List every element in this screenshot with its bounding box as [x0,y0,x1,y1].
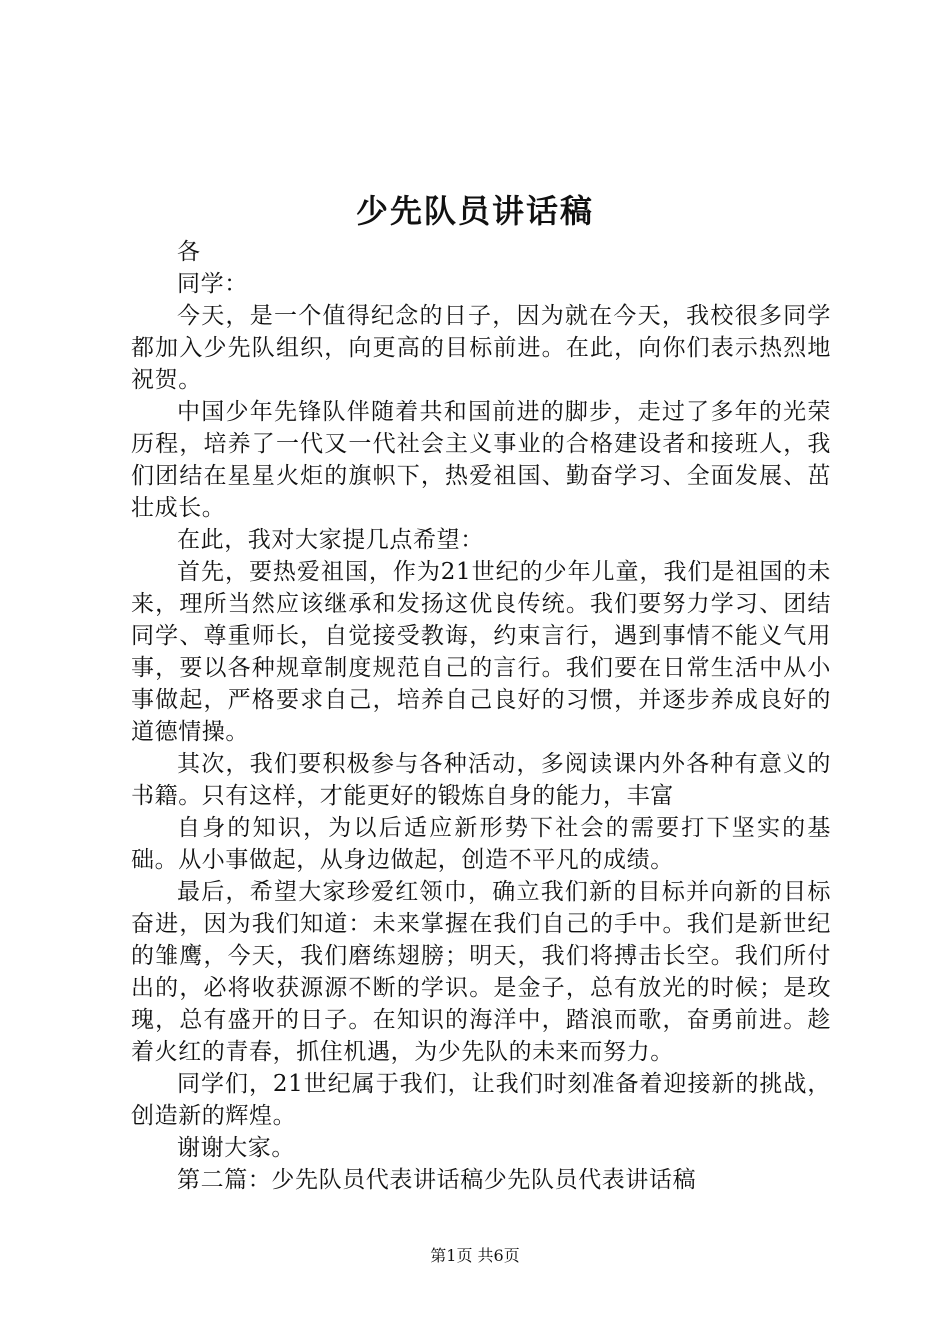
page-number-footer: 第1页 共6页 [430,1246,520,1265]
paragraph: 在此，我对大家提几点希望： [177,527,484,553]
paragraph: 同学们，21世纪属于我们，让我们时刻准备着迎接新的挑战，创造新的辉煌。 [131,1071,831,1129]
paragraph: 其次，我们要积极参与各种活动，多阅读课内外各种有意义的书籍。只有这样，才能更好的锻炼自身的能力，丰富 [131,751,831,809]
paragraph: 今天，是一个值得纪念的日子，因为就在今天，我校很多同学都加入少先队组织，向更高的目标前进。在此，向你们表示热烈地祝贺。 [131,303,831,393]
next-section-heading: 第二篇：少先队员代表讲话稿少先队员代表讲话稿 [177,1167,697,1193]
closing-line: 谢谢大家。 [177,1135,295,1161]
paragraph: 中国少年先锋队伴随着共和国前进的脚步，走过了多年的光荣历程，培养了一代又一代社会主义事业的合格建设者和接班人，我们团结在星星火炬的旗帜下，热爱祖国、勤奋学习、全面发展、茁壮成长。 [131,399,831,521]
document-body [131,236,831,1196]
document-title: 少先队员讲话稿 [355,192,594,230]
paragraph: 最后，希望大家珍爱红领巾，确立我们新的目标并向新的目标奋进，因为我们知道：未来掌握在我们自己的手中。我们是新世纪的雏鹰，今天，我们磨练翅膀；明天，我们将搏击长空。我们所付出的，必将收获源源不断的学识。是金子，总有放光的时候；是玫瑰，总有盛开的日子。在知识的海洋中，踏浪而歌，奋勇前进。趁着火红的青春，抓住机遇，为少先队的未来而努力。 [131,879,831,1065]
salutation-line-2: 同学： [177,271,248,297]
paragraph: 首先，要热爱祖国，作为21世纪的少年儿童，我们是祖国的未来，理所当然应该继承和发扬这优良传统。我们要努力学习、团结同学、尊重师长，自觉接受教诲，约束言行，遇到事情不能义气用事，要以各种规章制度规范自己的言行。我们要在日常生活中从小事做起，严格要求自己，培养自己良好的习惯，并逐步养成良好的道德情操。 [131,559,831,745]
paragraph: 自身的知识，为以后适应新形势下社会的需要打下坚实的基础。从小事做起，从身边做起，创造不平凡的成绩。 [131,815,831,873]
salutation-line-1: 各 [177,239,201,265]
